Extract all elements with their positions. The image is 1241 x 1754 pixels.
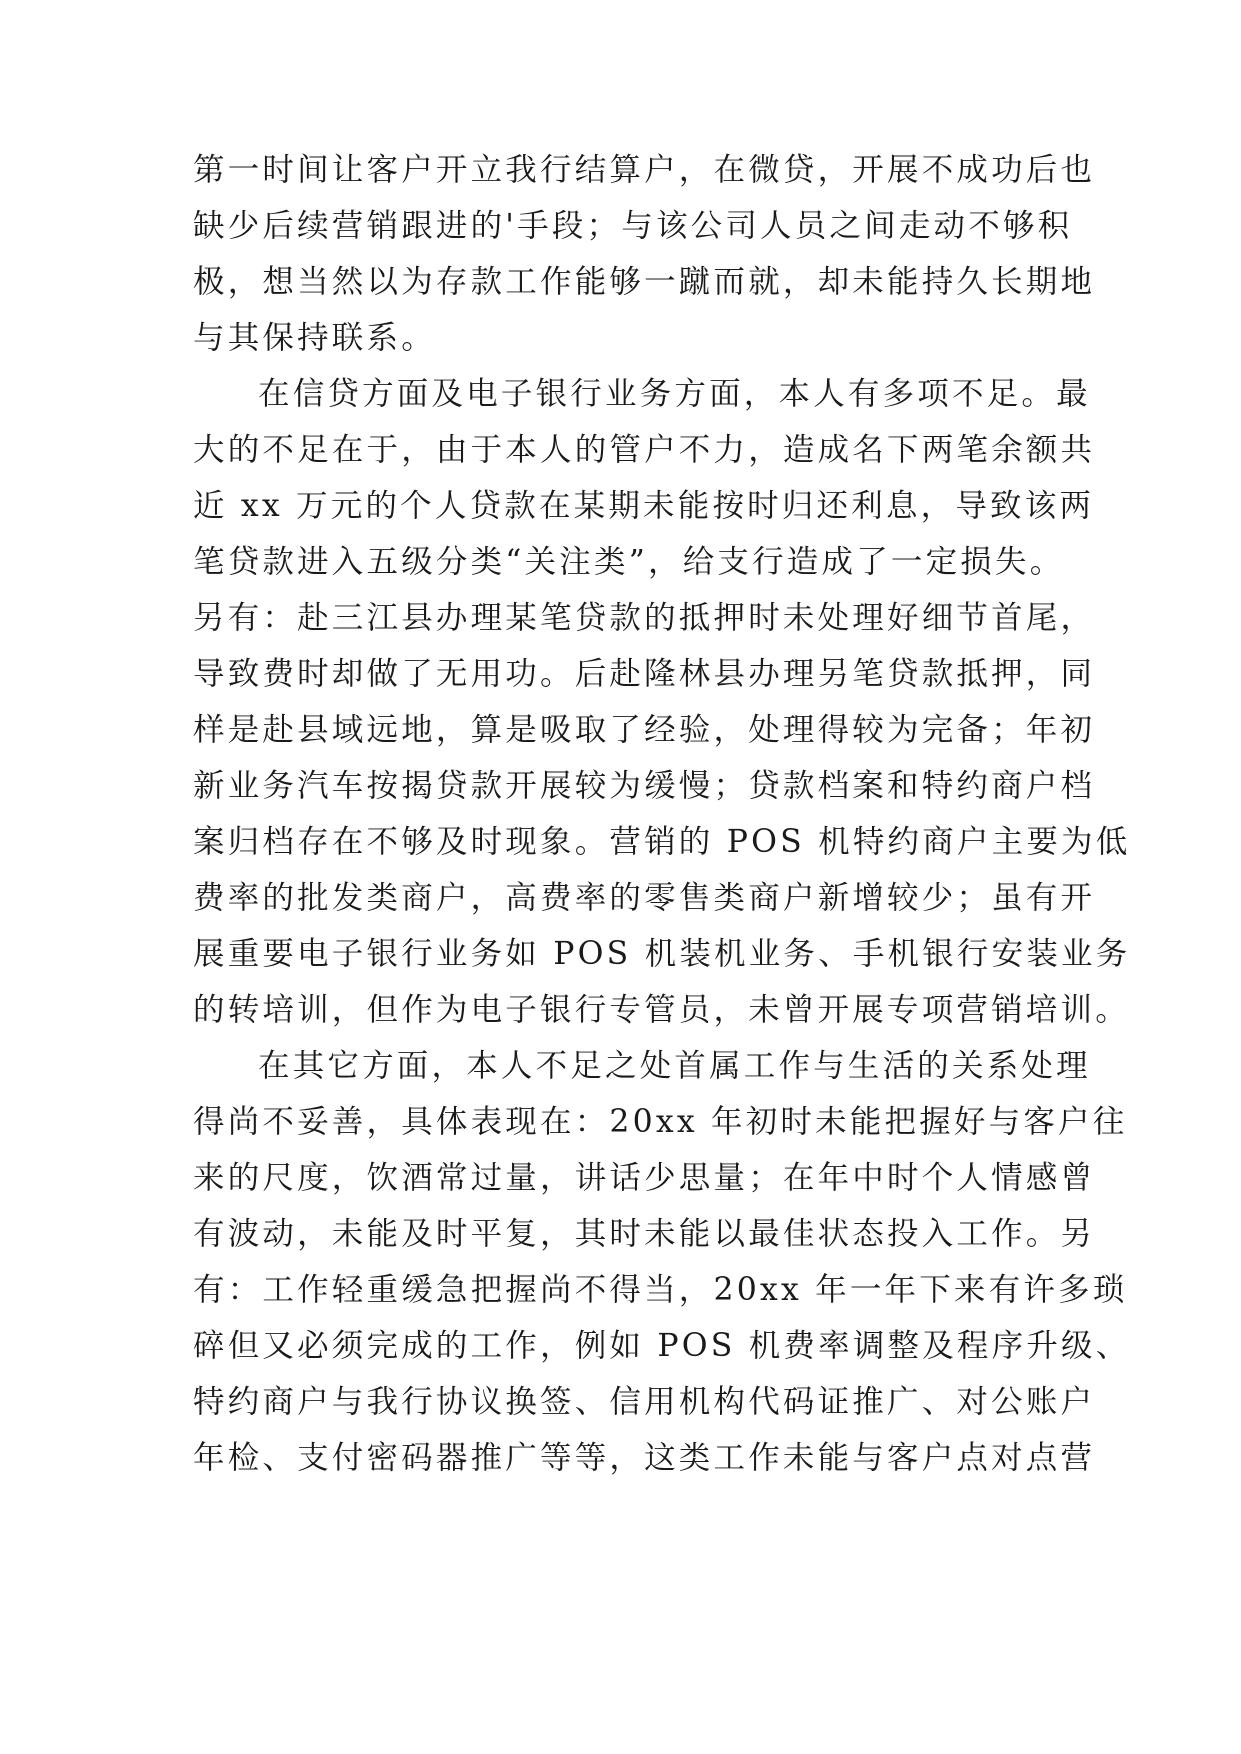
text-line: 缺少后续营销跟进的'手段；与该公司人员之间走动不够积 [193,208,1073,244]
text-line: 有波动，未能及时平复，其时未能以最佳状态投入工作。另 [193,1216,1096,1252]
text-line: 样是赴县域远地，算是吸取了经验，处理得较为完备；年初 [193,712,1096,748]
text-line: 第一时间让客户开立我行结算户，在微贷，开展不成功后也 [193,152,1096,188]
text-line: 大的不足在于，由于本人的管户不力，造成名下两笔余额共 [193,432,1096,468]
text-line: 笔贷款进入五级分类“关注类”，给支行造成了一定损失。 [193,544,1065,580]
text-line: 有：工作轻重缓急把握尚不得当，20xx 年一年下来有许多琐 [193,1272,1128,1308]
text-line: 展重要电子银行业务如 POS 机装机业务、手机银行安装业务 [193,936,1131,972]
text-line: 费率的批发类商户，高费率的零售类商户新增较少；虽有开 [193,880,1096,916]
text-line: 得尚不妥善，具体表现在：20xx 年初时未能把握好与客户往 [193,1104,1128,1140]
text-line: 碎但又必须完成的工作，例如 POS 机费率调整及程序升级、 [193,1328,1131,1364]
text-line: 导致费时却做了无用功。后赴隆林县办理另笔贷款抵押，同 [193,656,1096,692]
text-line: 另有：赴三江县办理某笔贷款的抵押时未处理好细节首尾， [193,600,1096,636]
text-line: 与其保持联系。 [193,320,436,356]
text-line: 年检、支付密码器推广等等，这类工作未能与客户点对点营 [193,1440,1096,1476]
text-line: 新业务汽车按揭贷款开展较为缓慢；贷款档案和特约商户档 [193,768,1096,804]
text-line: 极，想当然以为存款工作能够一蹴而就，却未能持久长期地 [193,264,1096,300]
paragraph-first-line: 在信贷方面及电子银行业务方面，本人有多项不足。最 [258,376,1091,412]
text-line: 特约商户与我行协议换签、信用机构代码证推广、对公账户 [193,1384,1096,1420]
text-line: 来的尺度，饮酒常过量，讲话少思量；在年中时个人情感曾 [193,1160,1096,1196]
text-line: 的转培训，但作为电子银行专管员，未曾开展专项营销培训。 [193,992,1130,1028]
text-line: 近 xx 万元的个人贷款在某期未能按时归还利息，导致该两 [193,488,1095,524]
paragraph-first-line: 在其它方面，本人不足之处首属工作与生活的关系处理 [258,1048,1091,1084]
text-line: 案归档存在不够及时现象。营销的 POS 机特约商户主要为低 [193,824,1131,860]
